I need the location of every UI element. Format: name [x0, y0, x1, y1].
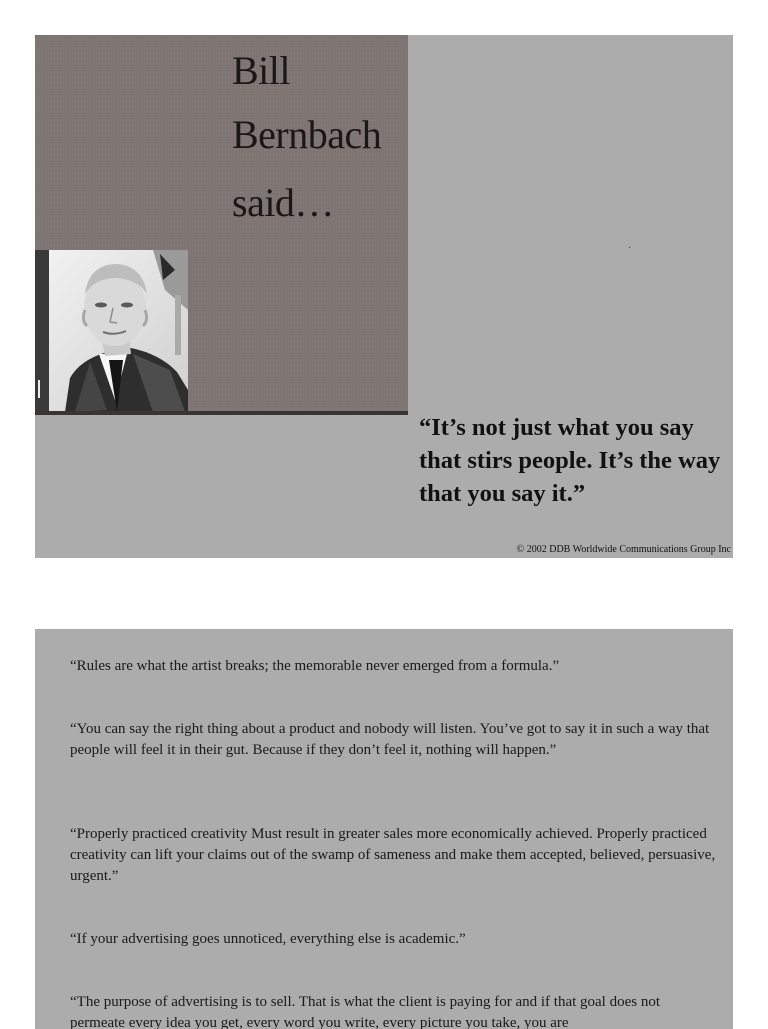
quote-item: “Properly practiced creativity Must result in greater sales more economically achieved. Properly practiced creativity can lift your claims out of the swamp of sameness and make them accepted, believed, persuasive, urgent.”	[70, 826, 716, 884]
portrait-photo	[35, 250, 188, 412]
quote-item: “If your advertising goes unnoticed, everything else is academic.”	[70, 931, 466, 947]
copyright-notice: © 2002 DDB Worldwide Communications Group Inc	[516, 544, 731, 555]
title-line-1: Bill	[232, 48, 291, 93]
quote-item: “Rules are what the artist breaks; the memorable never emerged from a formula.”	[70, 658, 560, 674]
cover-bottom-edge	[35, 411, 408, 415]
quote-item: “You can say the right thing about a product and nobody will listen. You’ve got to say it in such a way that people will feel it in their gut. Because if they don’t feel it, nothing will happen.”	[70, 721, 710, 758]
slide-bill-bernbach-said	[35, 35, 733, 558]
title-line-2: Bernbach	[232, 112, 382, 157]
quote-item: “The purpose of advertising is to sell. That is what the client is paying for and if that goal does not permeate every idea you get, every word you write, every picture you take, you are	[70, 994, 661, 1029]
featured-quote: “It’s not just what you say that stirs people. It’s the way that you say it.”	[419, 414, 721, 507]
slide-quotes	[35, 629, 733, 1029]
speck	[629, 247, 630, 248]
title-line-3: said…	[232, 180, 334, 225]
book-cover	[35, 35, 408, 414]
